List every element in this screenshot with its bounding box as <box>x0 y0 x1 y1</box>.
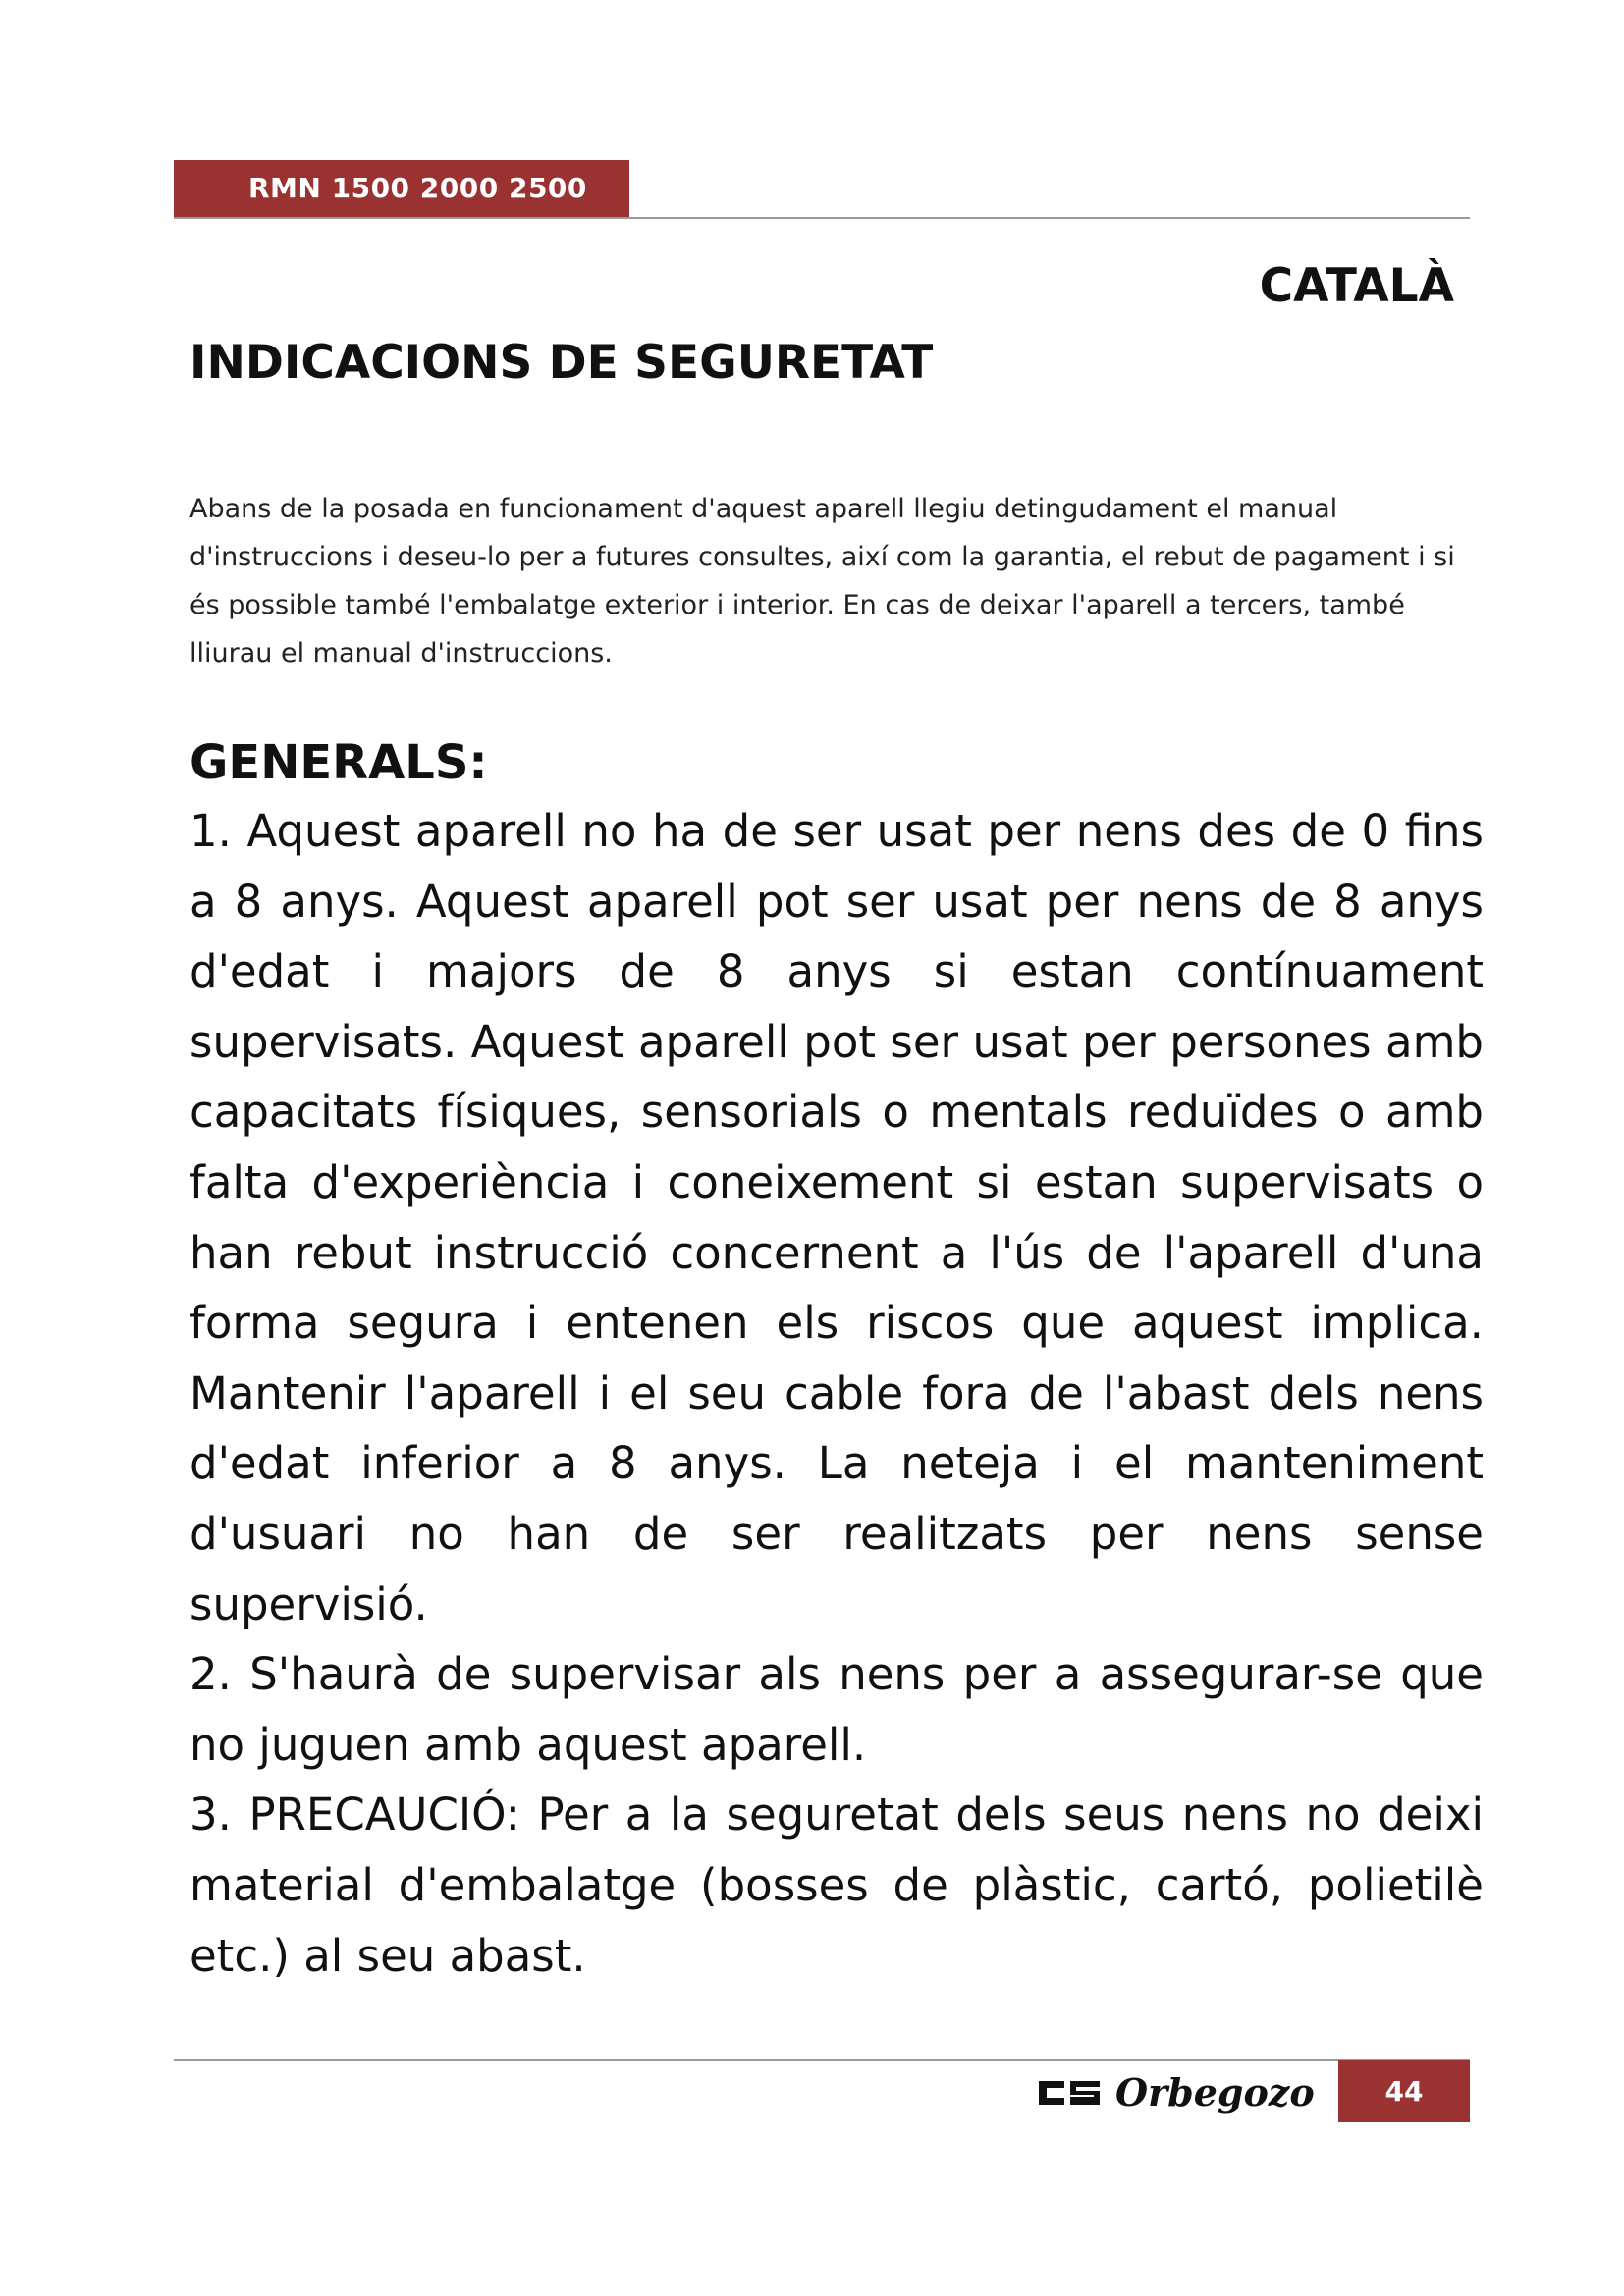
page-title: INDICACIONS DE SEGURETAT <box>189 336 934 390</box>
orbegozo-logo-icon <box>1037 2078 1102 2108</box>
safety-item-2: 2. S'haurà de supervisar als nens per a assegurar-se que no juguen amb aquest aparell. <box>189 1648 1484 1771</box>
brand-name: Orbegozo <box>1115 2070 1315 2114</box>
footer-divider <box>174 2059 1470 2061</box>
brand-logo <box>1037 2065 1322 2120</box>
model-label: RMN 1500 2000 2500 <box>248 172 587 204</box>
intro-paragraph: Abans de la posada en funcionament d'aquest aparell llegiu detingudament el manual d'instruccions i deseu-lo per a futures consultes, així com la garantia, el rebut de pagament i si és possible també l'embalatge exterior i interior. En cas de deixar l'aparell a tercers, també lliurau el manual d'instruccions. <box>189 494 1455 668</box>
safety-item-1: 1. Aquest aparell no ha de ser usat per nens des de 0 fins a 8 anys. Aquest aparell pot ser usat per nens de 8 anys d'edat i majors de 8 anys si estan contínuament supervisats. Aquest aparell pot ser usat per persones amb capacitats físiques, sensorials o mentals reduïdes o amb falta d'experiència i coneixement si estan supervisats o han rebut instrucció concernent a l'ús de l'aparell d'una forma segura i entenen els riscos que aquest implica. Mantenir l'aparell i el seu cable fora de l'abast dels nens d'edat inferior a 8 anys. La neteja i el manteniment d'usuari no han de ser realitzats per nens sense supervisió. <box>189 805 1484 1630</box>
header-model-bar <box>174 160 629 217</box>
section-title: GENERALS: <box>189 735 488 790</box>
safety-item-3: 3. PRECAUCIÓ: Per a la seguretat dels seus nens no deixi material d'embalatge (bosses de plàstic, cartó, polietilè etc.) al seu abast. <box>189 1789 1484 1982</box>
page-number: 44 <box>1338 2060 1470 2122</box>
header-divider <box>174 217 1470 219</box>
language-label: CATALÀ <box>1259 259 1454 313</box>
safety-instructions <box>189 796 1484 1991</box>
